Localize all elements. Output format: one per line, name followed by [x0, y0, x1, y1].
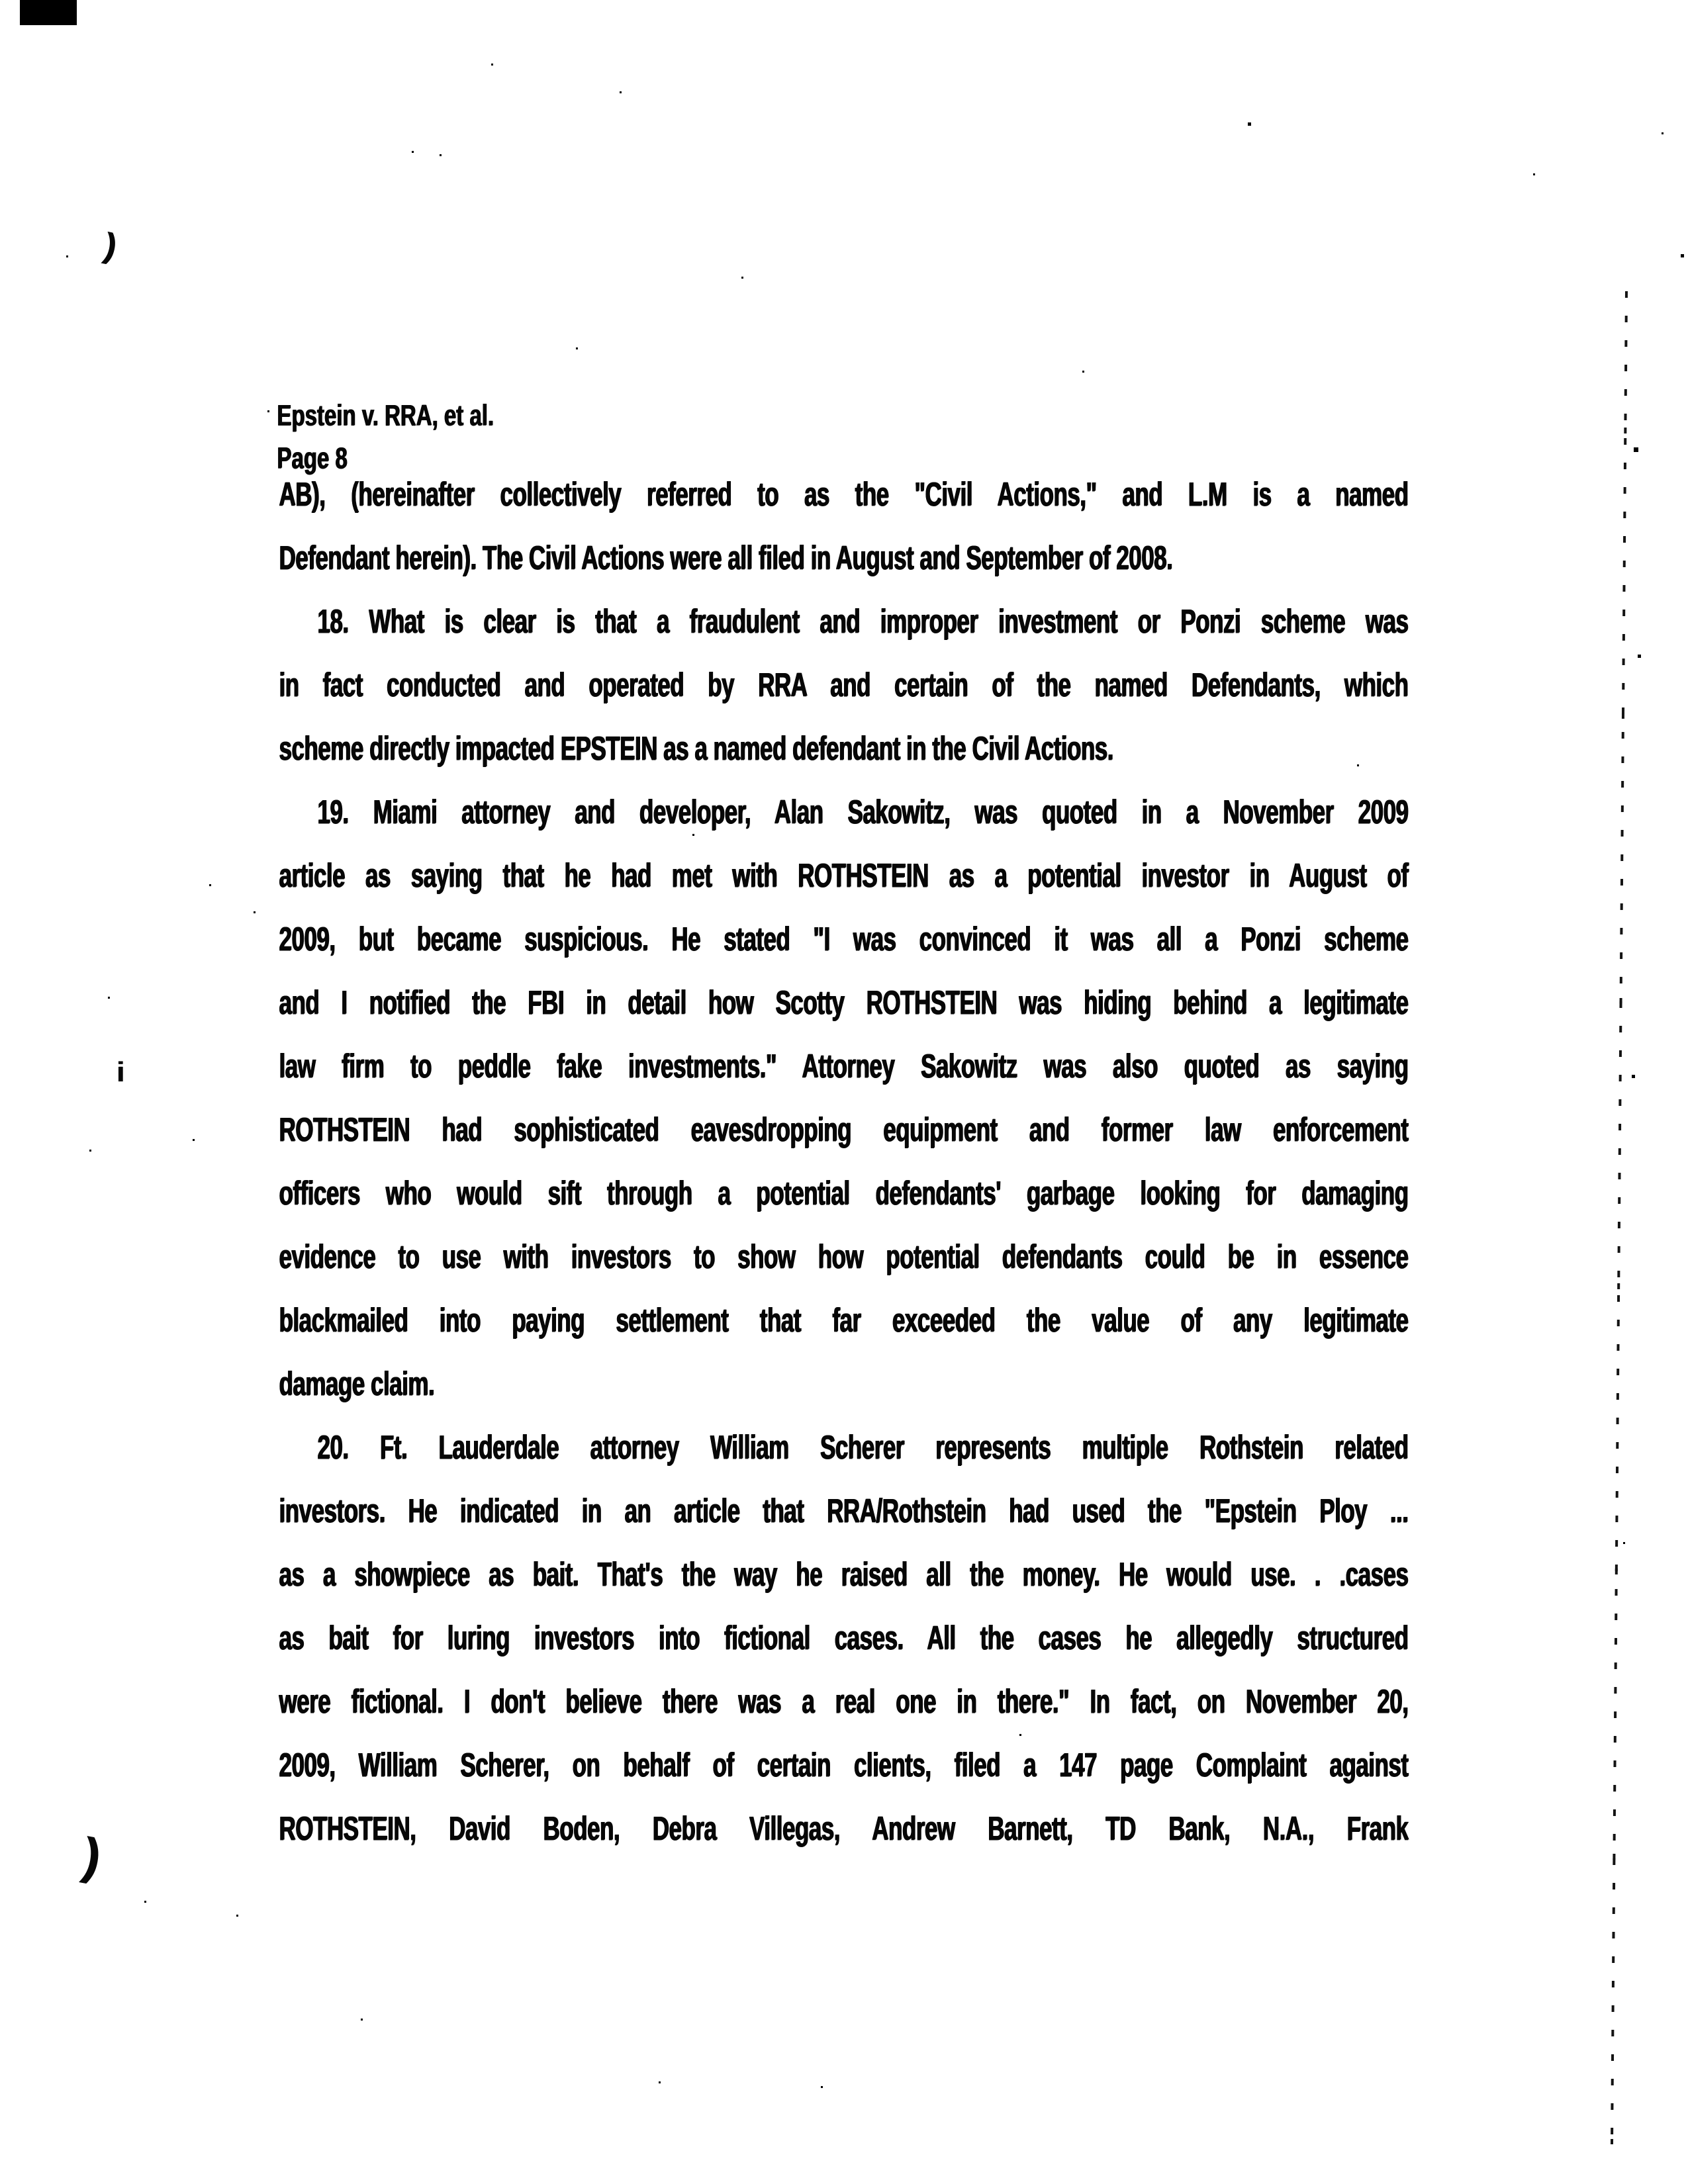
text-line: 2009, but became suspicious. He stated "I was convinced it was all a Ponzi scheme: [279, 921, 1408, 958]
text-line: and I notified the FBI in detail how Scotty ROTHSTEIN was hiding behind a legitimate: [279, 984, 1408, 1021]
text-line: damage claim.: [279, 1365, 434, 1402]
text-line: 2009, William Scherer, on behalf of certain clients, filed a 147 page Complaint against: [279, 1747, 1408, 1784]
text-line: as a showpiece as bait. That's the way he raised all the money. He would use. . .cases: [279, 1556, 1408, 1593]
text-line: in fact conducted and operated by RRA and certain of the named Defendants, which: [279, 666, 1408, 704]
scan-artifact-specks: [491, 64, 493, 66]
text-line: 19. Miami attorney and developer, Alan Sakowitz, was quoted in a November 2009: [317, 794, 1408, 831]
text-line: ROTHSTEIN had sophisticated eavesdropping equipment and former law enforcement: [279, 1111, 1408, 1148]
text-line: AB), (hereinafter collectively referred to as the "Civil Actions," and L.M is a named: [279, 476, 1408, 513]
text-line: ROTHSTEIN, David Boden, Debra Villegas, Andrew Barnett, TD Bank, N.A., Frank: [279, 1810, 1408, 1847]
text-line: officers who would sift through a potential defendants' garbage looking for damaging: [279, 1175, 1408, 1212]
text-line: blackmailed into paying settlement that far exceeded the value of any legitimate: [279, 1302, 1408, 1339]
scan-artifact-dashed-edge-line: [1611, 291, 1628, 2144]
scan-mark-left-margin: i: [117, 1056, 124, 1087]
text-line: law firm to peddle fake investments." Attorney Sakowitz was also quoted as saying: [279, 1048, 1408, 1085]
case-caption: Epstein v. RRA, et al.: [277, 398, 494, 432]
text-line: as bait for luring investors into fictional cases. All the cases he allegedly structured: [279, 1619, 1408, 1657]
text-line: article as saying that he had met with ROTHSTEIN as a potential investor in August of: [279, 857, 1408, 894]
text-line: Defendant herein). The Civil Actions were all filed in August and September of 2008.: [279, 539, 1172, 576]
document-body: [279, 463, 1408, 1861]
scan-artifact-corner-bar: [20, 0, 77, 25]
text-line: 20. Ft. Lauderdale attorney William Scherer represents multiple Rothstein related: [317, 1429, 1408, 1466]
scan-mark-bottom-left-paren: ): [78, 1827, 105, 1886]
text-line: evidence to use with investors to show how potential defendants could be in essence: [279, 1238, 1408, 1275]
scan-mark-top-left-paren: ): [101, 226, 120, 267]
text-line: investors. He indicated in an article that RRA/Rothstein had used the "Epstein Ploy ...: [279, 1492, 1408, 1529]
text-line: were fictional. I don't believe there was a real one in there." In fact, on November 20,: [279, 1683, 1408, 1720]
text-line: scheme directly impacted EPSTEIN as a named defendant in the Civil Actions.: [279, 730, 1113, 767]
text-line: 18. What is clear is that a fraudulent and improper investment or Ponzi scheme was: [317, 603, 1408, 640]
page-number: Page 8: [277, 441, 348, 475]
